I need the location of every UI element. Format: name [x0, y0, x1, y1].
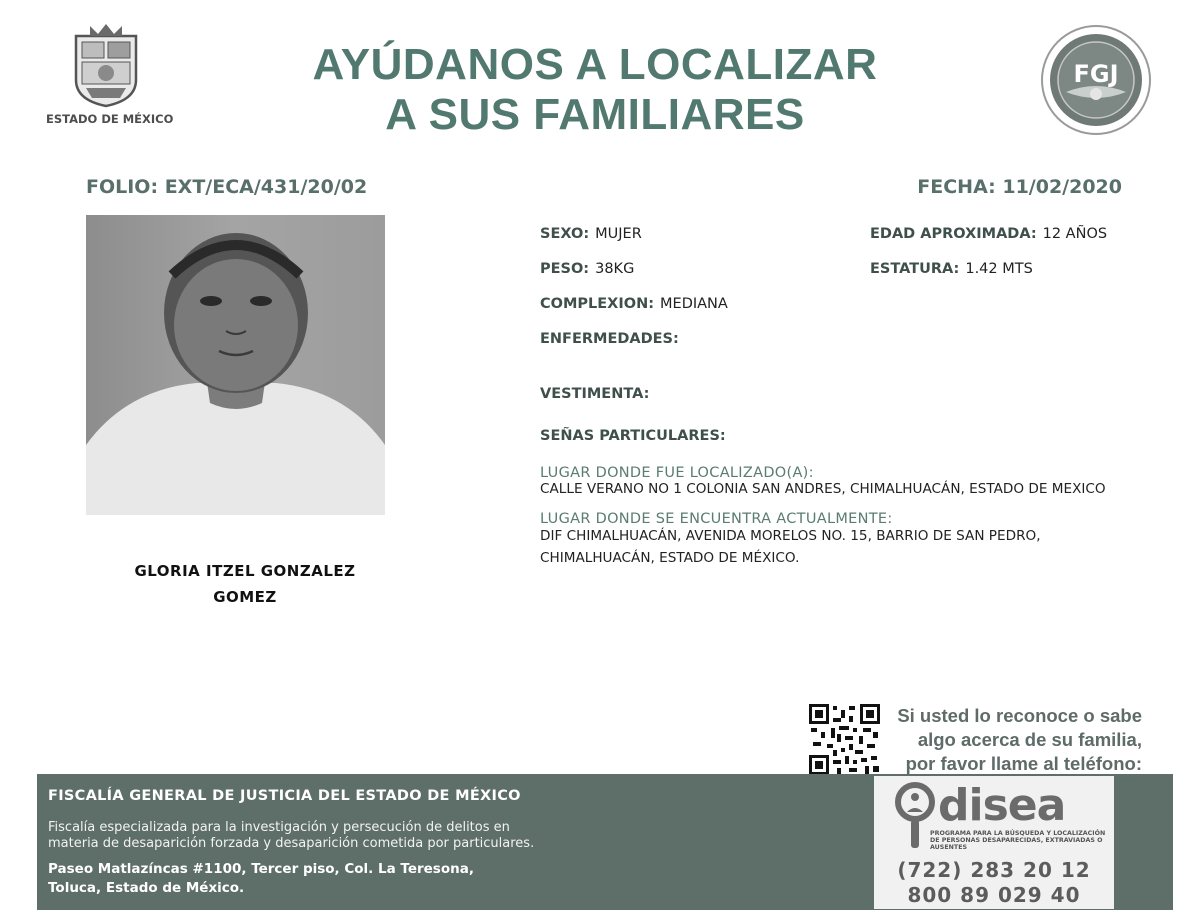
state-logo-label: ESTADO DE MÉXICO — [46, 112, 174, 126]
odisea-subtitle: PROGRAMA PARA LA BÚSQUEDA Y LOCALIZACIÓN DE PERSONAS DESAPARECIDAS, EXTRAVIADAS O AUSENTES — [930, 830, 1106, 851]
fgj-logo — [1040, 24, 1152, 136]
footer-description-line-1: Fiscalía especializada para la investigación y persecución de delitos en — [48, 820, 510, 835]
lugar-actual-value-line-1: DIF CHIMALHUACÁN, AVENIDA MORELOS NO. 15, BARRIO DE SAN PEDRO, — [540, 528, 1041, 544]
estatura-label: ESTATURA: — [870, 261, 960, 277]
estatura-value: 1.42 MTS — [965, 261, 1033, 277]
title-line-2: A SUS FAMILIARES — [385, 90, 805, 139]
edad-label: EDAD APROXIMADA: — [870, 226, 1037, 242]
person-photo — [86, 215, 385, 515]
edad-value: 12 AÑOS — [1042, 226, 1108, 242]
coat-of-arms-icon — [68, 22, 144, 108]
peso-label: PESO: — [540, 261, 590, 277]
sexo-label: SEXO: — [540, 226, 590, 242]
lugar-actual-label: LUGAR DONDE SE ENCUENTRA ACTUALMENTE: — [540, 511, 893, 527]
title-line-1: AYÚDANOS A LOCALIZAR — [312, 40, 878, 89]
field-sexo — [540, 226, 642, 242]
folio-value: EXT/ECA/431/20/02 — [164, 176, 368, 198]
field-edad — [870, 226, 1107, 242]
peso-value: 38KG — [595, 261, 635, 277]
field-vestimenta — [540, 386, 655, 402]
senas-label: SEÑAS PARTICULARES: — [540, 428, 726, 444]
lugar-localizado-label: LUGAR DONDE FUE LOCALIZADO(A): — [540, 465, 814, 481]
call-message-line-3: por favor llame al teléfono: — [905, 753, 1142, 774]
field-complexion — [540, 296, 728, 312]
page-title — [240, 40, 950, 140]
odisea-panel — [874, 776, 1114, 909]
fecha-value: 11/02/2020 — [1002, 176, 1122, 198]
lugar-localizado-value: CALLE VERANO NO 1 COLONIA SAN ANDRES, CHIMALHUACÁN, ESTADO DE MEXICO — [540, 481, 1106, 497]
call-message — [870, 704, 1142, 776]
complexion-label: COMPLEXION: — [540, 296, 655, 312]
odisea-wordmark: disea — [938, 780, 1066, 831]
footer-description — [48, 820, 534, 852]
enfermedades-label: ENFERMEDADES: — [540, 331, 679, 347]
field-enfermedades — [540, 331, 685, 347]
call-message-line-1: Si usted lo reconoce o sabe — [897, 705, 1142, 726]
folio-label: FOLIO: — [86, 176, 159, 198]
field-peso — [540, 261, 634, 277]
footer-address-line-1: Paseo Matlazíncas #1100, Tercer piso, Col. La Teresona, — [48, 861, 474, 877]
fecha-label: FECHA: — [917, 176, 996, 198]
field-senas — [540, 428, 732, 444]
lugar-actual-value-line-2: CHIMALHUACÁN, ESTADO DE MÉXICO. — [540, 550, 800, 566]
person-name — [120, 558, 370, 610]
person-name-line-1: GLORIA ITZEL GONZALEZ — [134, 562, 356, 580]
person-name-line-2: GOMEZ — [213, 588, 277, 606]
sexo-value: MUJER — [595, 226, 642, 242]
footer-address-line-2: Toluca, Estado de México. — [48, 880, 245, 896]
footer-description-line-2: materia de desaparición forzada y desaparición cometida por particulares. — [48, 836, 535, 851]
estado-de-mexico-logo — [46, 20, 174, 128]
call-message-line-2: algo acerca de su familia, — [917, 729, 1142, 750]
field-estatura — [870, 261, 1033, 277]
fgj-seal-icon — [1040, 24, 1152, 136]
footer-title: FISCALÍA GENERAL DE JUSTICIA DEL ESTADO DE MÉXICO — [48, 788, 521, 804]
fgj-logo-text: FGJ — [1073, 60, 1119, 88]
folio — [86, 176, 367, 198]
footer-address — [48, 860, 474, 898]
phone-number-1[interactable]: (722) 283 20 12 — [897, 858, 1091, 882]
fecha — [860, 176, 1122, 198]
complexion-value: MEDIANA — [660, 296, 728, 312]
phone-number-2[interactable]: 800 89 029 40 — [907, 883, 1081, 907]
vestimenta-label: VESTIMENTA: — [540, 386, 650, 402]
